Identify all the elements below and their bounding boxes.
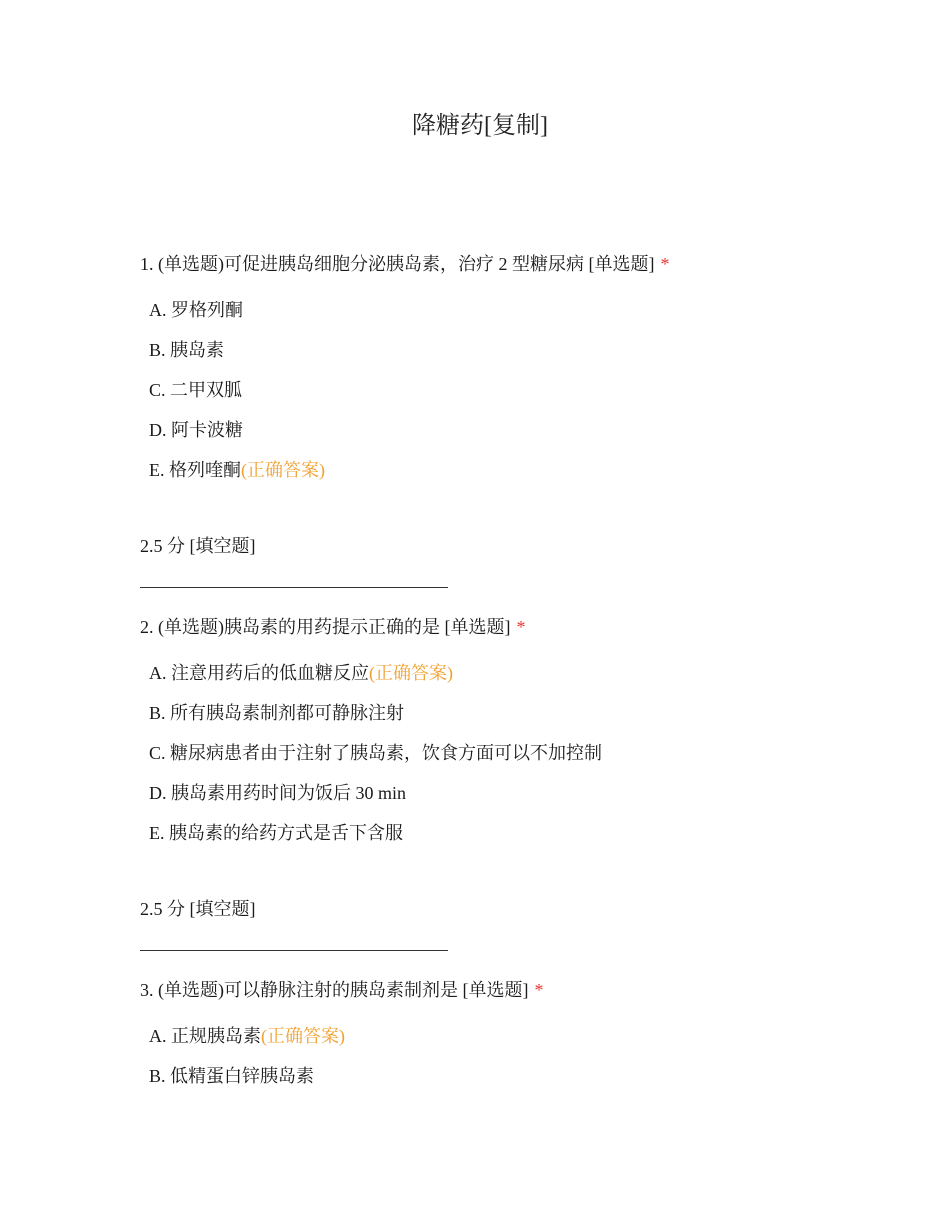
required-mark: * (660, 254, 670, 274)
question-label: 1. (单选题)可促进胰岛细胞分泌胰岛素，治疗 2 型糖尿病 [单选题] (140, 254, 655, 274)
required-mark: * (534, 980, 544, 1000)
question-text-3 (140, 976, 543, 1004)
option-label: A. 正规胰岛素 (149, 1026, 261, 1046)
option-2b (149, 699, 404, 727)
correct-answer-tag: (正确答案) (241, 460, 325, 480)
option-label: A. 罗格列酮 (149, 300, 243, 320)
option-label: B. 低精蛋白锌胰岛素 (149, 1066, 315, 1086)
option-label: C. 糖尿病患者由于注射了胰岛素，饮食方面可以不加控制 (149, 743, 603, 763)
option-label: D. 胰岛素用药时间为饭后 30 min (149, 783, 406, 803)
page-title: 降糖药[复制] (412, 113, 548, 139)
score-label: 2.5 分 [填空题] (140, 536, 256, 556)
option-3b (149, 1062, 314, 1090)
correct-answer-tag: (正确答案) (369, 663, 453, 683)
question-text-2 (140, 613, 525, 641)
option-2d (149, 779, 406, 807)
option-1a (149, 296, 243, 324)
required-mark: * (516, 617, 526, 637)
option-1d (149, 416, 243, 444)
option-2c (149, 739, 602, 767)
option-label: E. 格列喹酮 (149, 460, 241, 480)
option-3a (149, 1022, 345, 1050)
question-label: 3. (单选题)可以静脉注射的胰岛素制剂是 [单选题] (140, 980, 529, 1000)
fill-blank-line[interactable] (140, 950, 448, 951)
question-text-1 (140, 250, 669, 278)
option-label: C. 二甲双胍 (149, 380, 243, 400)
option-label: A. 注意用药后的低血糖反应 (149, 663, 369, 683)
correct-answer-tag: (正确答案) (261, 1026, 345, 1046)
option-label: D. 阿卡波糖 (149, 420, 243, 440)
score-label: 2.5 分 [填空题] (140, 899, 256, 919)
question-label: 2. (单选题)胰岛素的用药提示正确的是 [单选题] (140, 617, 511, 637)
fill-blank-line[interactable] (140, 587, 448, 588)
option-2e (149, 819, 403, 847)
option-1c (149, 376, 242, 404)
option-1e (149, 456, 325, 484)
option-label: E. 胰岛素的给药方式是舌下含服 (149, 823, 403, 843)
option-2a (149, 659, 453, 687)
option-1b (149, 336, 224, 364)
option-label: B. 胰岛素 (149, 340, 225, 360)
option-label: B. 所有胰岛素制剂都可静脉注射 (149, 703, 405, 723)
